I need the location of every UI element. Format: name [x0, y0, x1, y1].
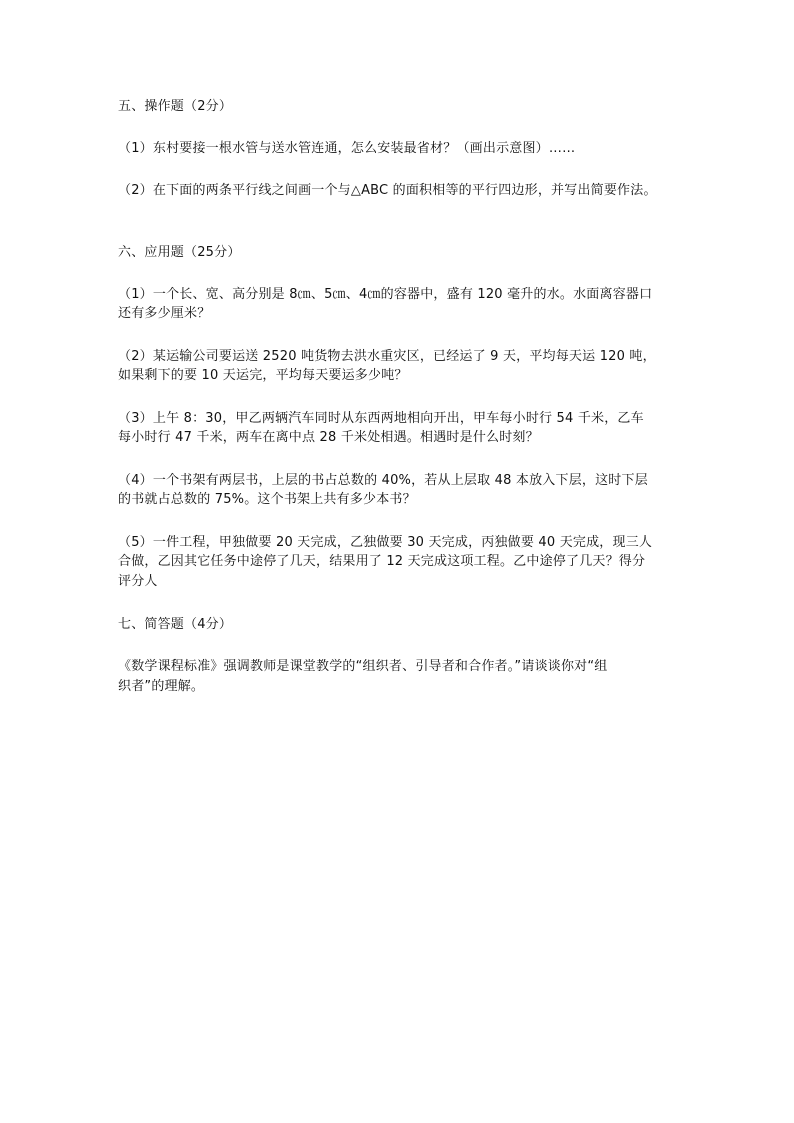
section7-question-1-line-2: 织者”的理解。	[118, 679, 205, 694]
section6-question-3-line-1: （3）上午 8：30，甲乙两辆汽车同时从东西两地相向开出，甲车每小时行 54 千米，乙车	[118, 411, 644, 426]
section6-question-5-line-2: 合做，乙因其它任务中途停了几天，结果用了 12 天完成这项工程。乙中途停了几天？得分	[118, 554, 646, 569]
section6-question-5-line-3: 评分人	[118, 574, 158, 589]
section5-question-1: （1）东村要接一根水管与送水管连通，怎么安装最省材？（画出示意图）……	[118, 141, 576, 156]
section5-question-2: （2）在下面的两条平行线之间画一个与△ABC 的面积相等的平行四边形，并写出简要作法。	[118, 183, 657, 198]
section6-heading: 六、应用题（25分）	[118, 245, 241, 260]
section6-question-1-line-2: 还有多少厘米？	[118, 306, 211, 321]
section6-question-5-line-1: （5）一件工程，甲独做要 20 天完成，乙独做要 30 天完成，丙独做要 40 天完成，现三人	[118, 535, 653, 550]
section5-heading: 五、操作题（2分）	[118, 99, 233, 114]
section7-question-1-line-1: 《数学课程标准》强调教师是课堂教学的“组织者、引导者和合作者。”请谈谈你对“组	[118, 659, 608, 674]
section7-heading: 七、简答题（4分）	[118, 617, 233, 632]
section6-question-2-line-2: 如果剩下的要 10 天运完，平均每天要运多少吨？	[118, 368, 408, 383]
section6-question-2-line-1: （2）某运输公司要运送 2520 吨货物去洪水重灾区，已经运了 9 天，平均每天运 120 吨，	[118, 349, 656, 364]
section6-question-4-line-2: 的书就占总数的 75%。这个书架上共有多少本书？	[118, 492, 416, 507]
section6-question-3-line-2: 每小时行 47 千米，两车在离中点 28 千米处相遇。相遇时是什么时刻？	[118, 430, 539, 445]
section6-question-1-line-1: （1）一个长、宽、高分别是 8㎝、5㎝、4㎝的容器中，盛有 120 毫升的水。水面离容器口	[118, 287, 653, 302]
section6-question-4-line-1: （4）一个书架有两层书，上层的书占总数的 40%，若从上层取 48 本放入下层，这时下层	[118, 473, 648, 488]
